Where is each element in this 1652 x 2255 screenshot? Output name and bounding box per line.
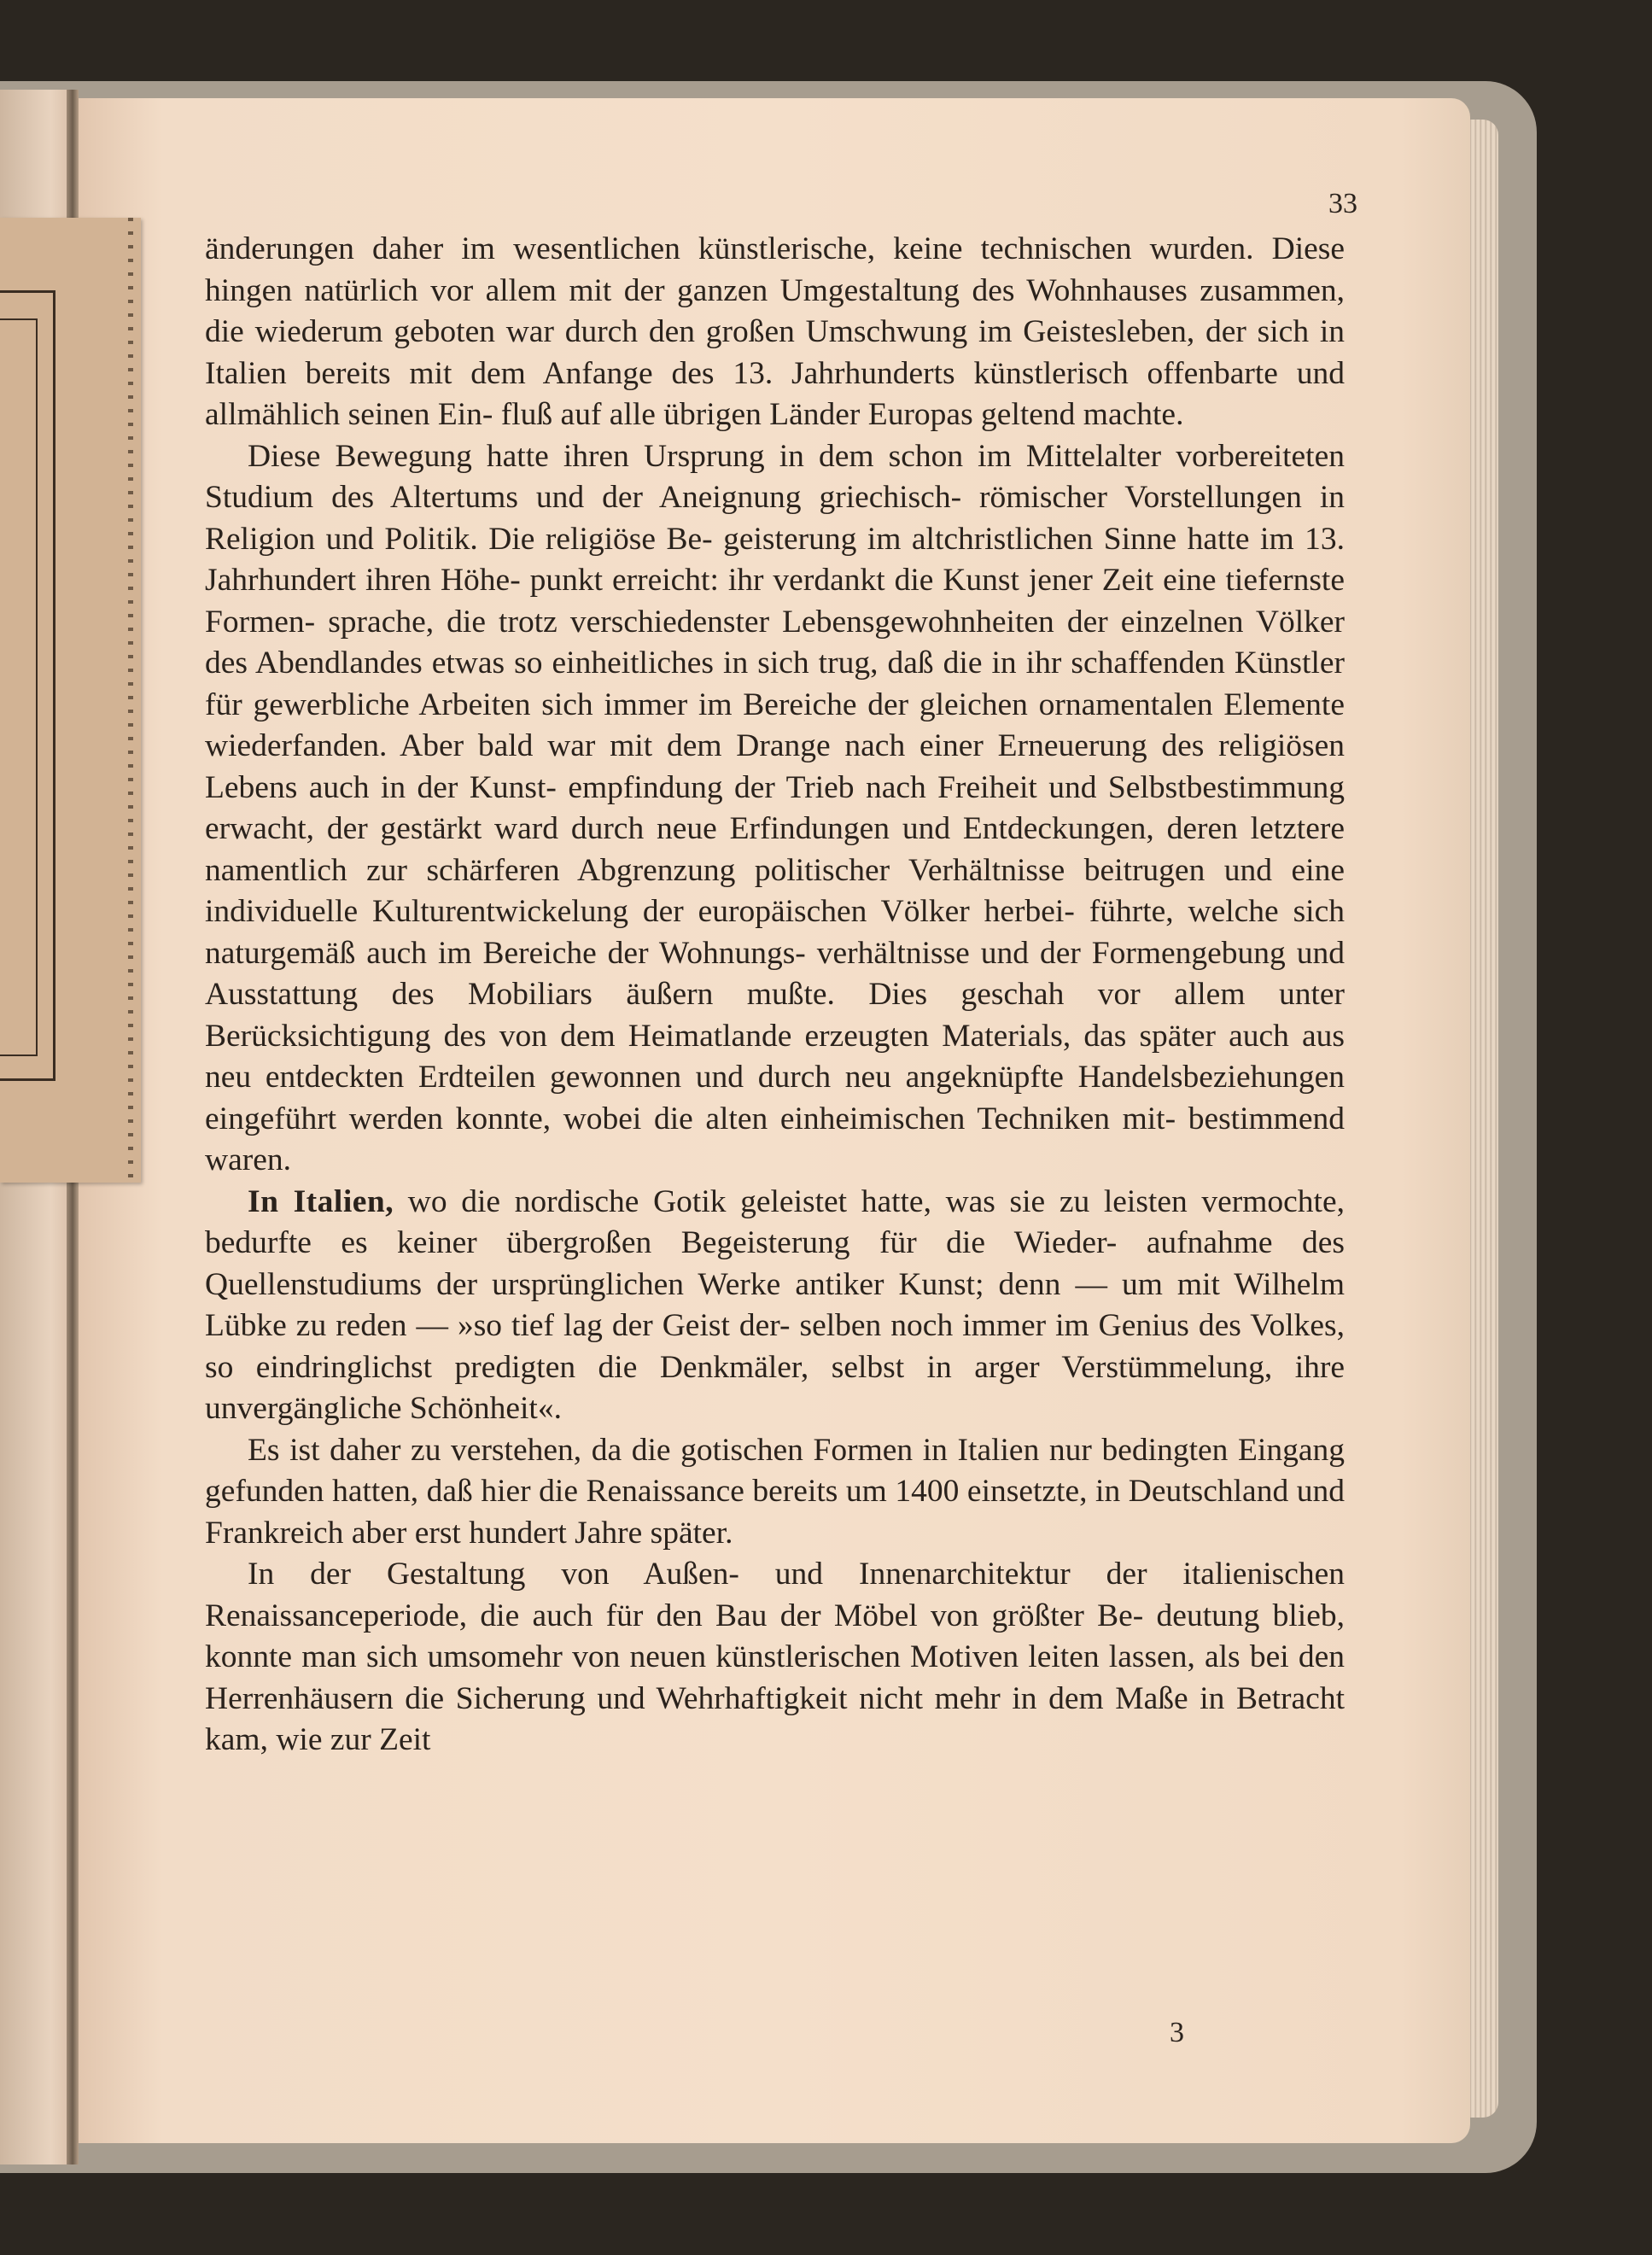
signature-mark: 3 (1170, 2017, 1184, 2048)
paragraph-5-text: In der Gestaltung von Außen- und Innenarchitektur der italienischen Renaissanceperiode, die auch für den Bau der Möbel von größter Be- deutung blieb, konnte man sich umsomehr von neuen künstlerischen Motiven leiten lassen, als bei den Herrenhäusern die Sicherung und Wehrhaftigkeit nicht mehr in dem Maße in Betracht kam, wie zur Zeit (205, 1557, 1345, 1757)
paragraph-2-text: Diese Bewegung hatte ihren Ursprung in dem schon im Mittelalter vorbereiteten Studium des Altertums und der Aneignung griechisch- römischer Vorstellungen in Religion und Politik. Die religiöse Be- geisterung im altchristlichen Sinne hatte im 13. Jahrhundert ihren Höhe- punkt erreicht: ihr verdankt die Kunst jener Zeit eine tiefernste Formen- sprache, die trotz verschiedenster Lebensgewohnheiten der einzelnen Völker des Abendlandes etwas so einheitliches in sich trug, daß die in ihr schaffenden Künstler für gewerbliche Arbeiten sich immer im Bereiche der gleichen ornamentalen Elemente wiederfanden. Aber bald war mit dem Drange nach einer Erneuerung des religiösen Lebens auch in der Kunst- empfindung der Trieb nach Freiheit und Selbstbestimmung erwacht, der gestärkt ward durch neue Erfindungen und Entdeckungen, deren letztere namentlich zur schärferen Abgrenzung politischer Verhältnisse beitrugen und eine individuelle Kulturentwickelung der europäischen Völker herbei- führte, welche sich naturgemäß auch im Bereiche der Wohnungs- verhältnisse und der Formengebung und Ausstattung des Mobiliars äußern mußte. Dies geschah vor allem unter Berücksichtigung des von dem Heimatlande erzeugten Materials, das später auch aus neu entdeckten Erdteilen gewonnen und durch neu angeknüpfte Handelsbeziehungen eingeführt werden konnte, wobei die alten einheimischen Techniken mit- bestimmend waren. (205, 438, 1345, 1177)
paragraph-3-lead: In Italien, (248, 1183, 394, 1219)
paragraph-1 (205, 229, 1345, 436)
inserted-plate (0, 218, 141, 1183)
paragraph-4-text: Es ist daher zu verstehen, da die gotischen Formen in Italien nur bedingten Eingang gefunden hatten, daß hier die Renaissance bereits um 1400 einsetzte, in Deutschland und Frankreich aber erst hundert Jahre später. (205, 1432, 1345, 1551)
paragraph-3 (205, 1182, 1345, 1430)
paragraph-5 (205, 1554, 1345, 1761)
body-text (205, 229, 1345, 1761)
paragraph-2 (205, 436, 1345, 1182)
plate-frame-inner (0, 318, 38, 1056)
paragraph-3-text: wo die nordische Gotik geleistet hatte, was sie zu leisten vermochte, bedurfte es keiner übergroßen Begeisterung für die Wieder- aufnahme des Quellenstudiums der ursprünglichen Werke antiker Kunst; denn — um mit Wilhelm Lübke zu reden — »so tief lag der Geist der- selben noch immer im Genius des Volkes, so eindringlichst predigten die Denkmäler, selbst in arger Verstümmelung, ihre unvergängliche Schönheit«. (205, 1183, 1345, 1426)
page-number: 33 (1328, 188, 1357, 219)
paragraph-1-text: änderungen daher im wesentlichen künstlerische, keine technischen wurden. Diese hingen natürlich vor allem mit der ganzen Umgestaltung des Wohnhauses zusammen, die wiederum geboten war durch den großen Umschwung im Geistesleben, der sich in Italien bereits mit dem Anfange des 13. Jahrhunderts künstlerisch offenbarte und allmählich seinen Ein- fluß auf alle übrigen Länder Europas geltend machte. (205, 231, 1345, 432)
plate-perforation (128, 218, 133, 1183)
plate-frame (0, 290, 55, 1081)
paragraph-4 (205, 1430, 1345, 1555)
